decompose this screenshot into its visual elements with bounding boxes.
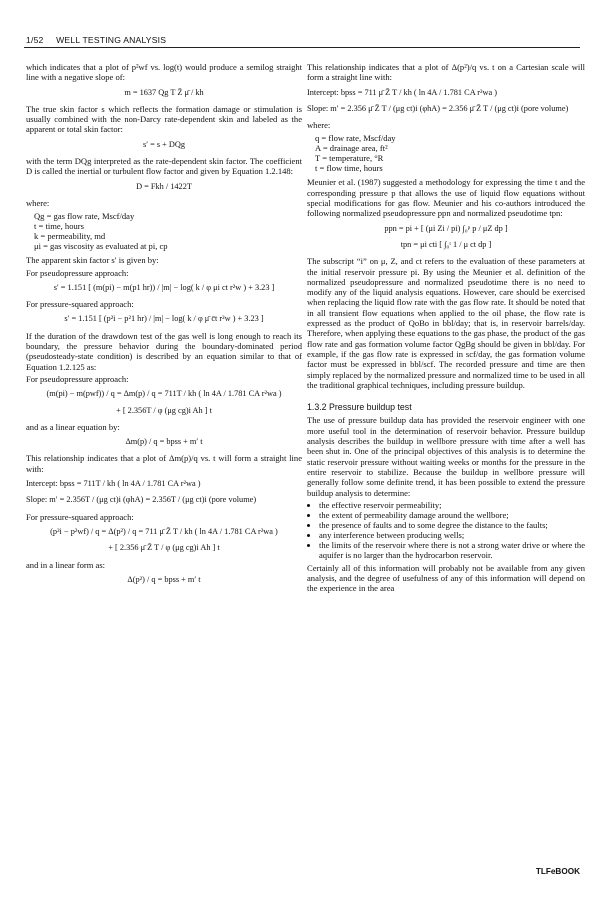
paragraph: with the term DQg interpreted as the rate-dependent skin factor. The coefficient D is called the inertial or turbulent flow factor and given by Equation 1.2.148: [26,156,302,177]
equation: Slope: m′ = 2.356T / (μg ct)i (φhA) = 2.356T / (μg ct)i (pore volume) [26,495,257,505]
definition: t = flow time, hours [315,163,383,174]
equation: D = Fkh / 1422T [136,181,192,191]
equation: s′ = 1.151 [ (m(pi) − m(p1 hr)) / |m| − log( k / φ μi ct r²w ) + 3.23 ] [53,282,275,292]
where-label: where: [307,120,331,131]
definition: t = time, hours [34,221,84,232]
paragraph: The subscript “i” on μ, Z, and ct refers to the evaluation of these parameters at the initial reservoir pressure pi. By using the Meunier et al. definition of the normalized pseudopressure and normalized pseudotime there is no need to modify any of the liquid analysis equations. However, care should be exercised when replacing the liquid flow rate with the gas flow rate. It should be noted that in all transient flow equations when applied to the oil phase, the flow rate is expressed as the product of QoBo in bbl/day; that is, in reservoir barrels/day. Therefore, when applying these equations to the gas phase, the product of the gas flow rate and gas formation volume factor QgBg should be given in bbl/day. For example, if the gas flow rate is expressed in scf/day, the gas formation volume factor must be expressed in bbl/scf. The recorded pressure and time are then simply replaced by the normalized pressure and normalized time to be used in all the traditional graphical techniques, including pressure buildup. [307,256,585,390]
equation: m = 1637 Qg T Z̄ μ̄ / kh [124,87,204,97]
definition: μi = gas viscosity as evaluated at pi, cp [34,241,168,252]
definitions-list [34,211,302,251]
paragraph: The use of pressure buildup data has provided the reservoir engineer with one more useful tool in the determination of reservoir behavior. Pressure buildup analysis describes the buildup in wellbore pressure with time after a well has been shut in. One of the principal objectives of this analysis is to determine the static reservoir pressure without waiting weeks or months for the pressure in the entire reservoir to stabilize. Because the buildup in wellbore pressure will generally follow some definite trend, it has been possible to extend the pressure buildup analysis to determine: [307,415,585,498]
equation: + [ 2.356 μ̄ Z̄ T / φ (μg cg)i Ah ] t [108,543,220,553]
equation: Δm(p) / q = bpss + m′ t [125,437,203,447]
paragraph: and in a linear form as: [26,559,106,570]
paragraph: For pressure-squared approach: [26,511,134,522]
list-item: • any interference between producing wells; [319,530,585,540]
running-header [26,35,166,45]
right-column [307,62,585,596]
paragraph: The apparent skin factor s′ is given by: [26,255,159,266]
definition: A = drainage area, ft² [315,143,388,154]
equation: s′ = 1.151 [ (p²i − p²1 hr) / |m| − log( k / φ μ̄ c̄t r²w ) + 3.23 ] [64,314,264,324]
paragraph: which indicates that a plot of p²wf vs. log(t) would produce a semilog straight line with a negative slope of: [26,62,302,83]
definition: q = flow rate, Mscf/day [315,133,396,144]
equation: + [ 2.356T / φ (μg cg)i Ah ] t [116,405,212,415]
section-heading: 1.3.2 Pressure buildup test [307,402,412,413]
paragraph: and as a linear equation by: [26,421,120,432]
where-label: where: [26,197,50,208]
list-item: • the extent of permeability damage around the wellbore; [319,510,585,520]
left-column [26,62,302,591]
definition: T = temperature, °R [315,153,384,164]
running-title: WELL TESTING ANALYSIS [56,35,167,45]
paragraph: This relationship indicates that a plot of Δm(p)/q vs. t will form a straight line with: [26,453,302,474]
paragraph: This relationship indicates that a plot of Δ(p²)/q vs. t on a Cartesian scale will form a straight line with: [307,62,585,83]
list-item: • the presence of faults and to some degree the distance to the faults; [319,520,585,530]
equation: ppn = pi + [ (μi Zi / pi) ∫₀ᵖ p / μZ dp ] [384,223,508,233]
paragraph: Meunier et al. (1987) suggested a methodology for expressing the time t and the corresponding pressure p that allows the use of liquid flow equations without special modifications for gas flow. Meunier and his co-authors introduced the following normalized pseudopressure ppn and normalized pseudotime tpn: [307,177,585,219]
paragraph: For pseudopressure approach: [26,267,129,278]
paragraph: For pseudopressure approach: [26,373,129,384]
definitions-list [315,133,585,173]
paragraph: Certainly all of this information will probably not be available from any given analysis, and the degree of usefulness of any of this information will depend on the experience in the area [307,562,585,594]
equation: s′ = s + DQg [142,139,186,149]
header-rule [24,47,580,48]
paragraph: The true skin factor s which reflects the formation damage or stimulation is usually combined with the non-Darcy rate-dependent skin and labeled as the apparent or total skin factor: [26,103,302,135]
equation: (m(pi) − m(pwf)) / q = Δm(p) / q = 711T / kh ( ln 4A / 1.781 CA r²wa ) [46,389,282,399]
footer-watermark: TLFeBOOK [535,867,580,876]
bullet-list [307,500,585,560]
equation: Intercept: bpss = 711 μ̄ Z̄ T / kh ( ln 4A / 1.781 CA r²wa ) [307,87,498,97]
definition: k = permeability, md [34,231,106,242]
page-number: 1/52 [26,35,44,45]
equation: tpn = μi cti [ ∫₀ᵗ 1 / μ ct dp ] [400,239,492,249]
definition: Qg = gas flow rate, Mscf/day [34,211,135,222]
list-item: • the effective reservoir permeability; [319,500,585,510]
paragraph: For pressure-squared approach: [26,299,134,310]
equation: Slope: m′ = 2.356 μ̄ Z̄ T / (μg ct)i (φhA) = 2.356 μ̄ Z̄ T / (μg ct)i (pore volume) [307,103,569,113]
equation: (p²i − p²wf) / q = Δ(p²) / q = 711 μ̄ Z̄ T / kh ( ln 4A / 1.781 CA r²wa ) [50,526,278,536]
list-item: • the limits of the reservoir where there is not a strong water drive or where the aquifer is no larger than the hydrocarbon reservoir. [319,540,585,560]
equation: Intercept: bpss = 711T / kh ( ln 4A / 1.781 CA r²wa ) [26,479,201,489]
paragraph: If the duration of the drawdown test of the gas well is long enough to reach its boundary, the pressure behavior during the boundary-dominated period (pseudosteady-state condition) is described by an equation similar to that of Equation 1.2.125 as: [26,330,302,372]
equation: Δ(p²) / q = bpss + m′ t [127,574,201,584]
